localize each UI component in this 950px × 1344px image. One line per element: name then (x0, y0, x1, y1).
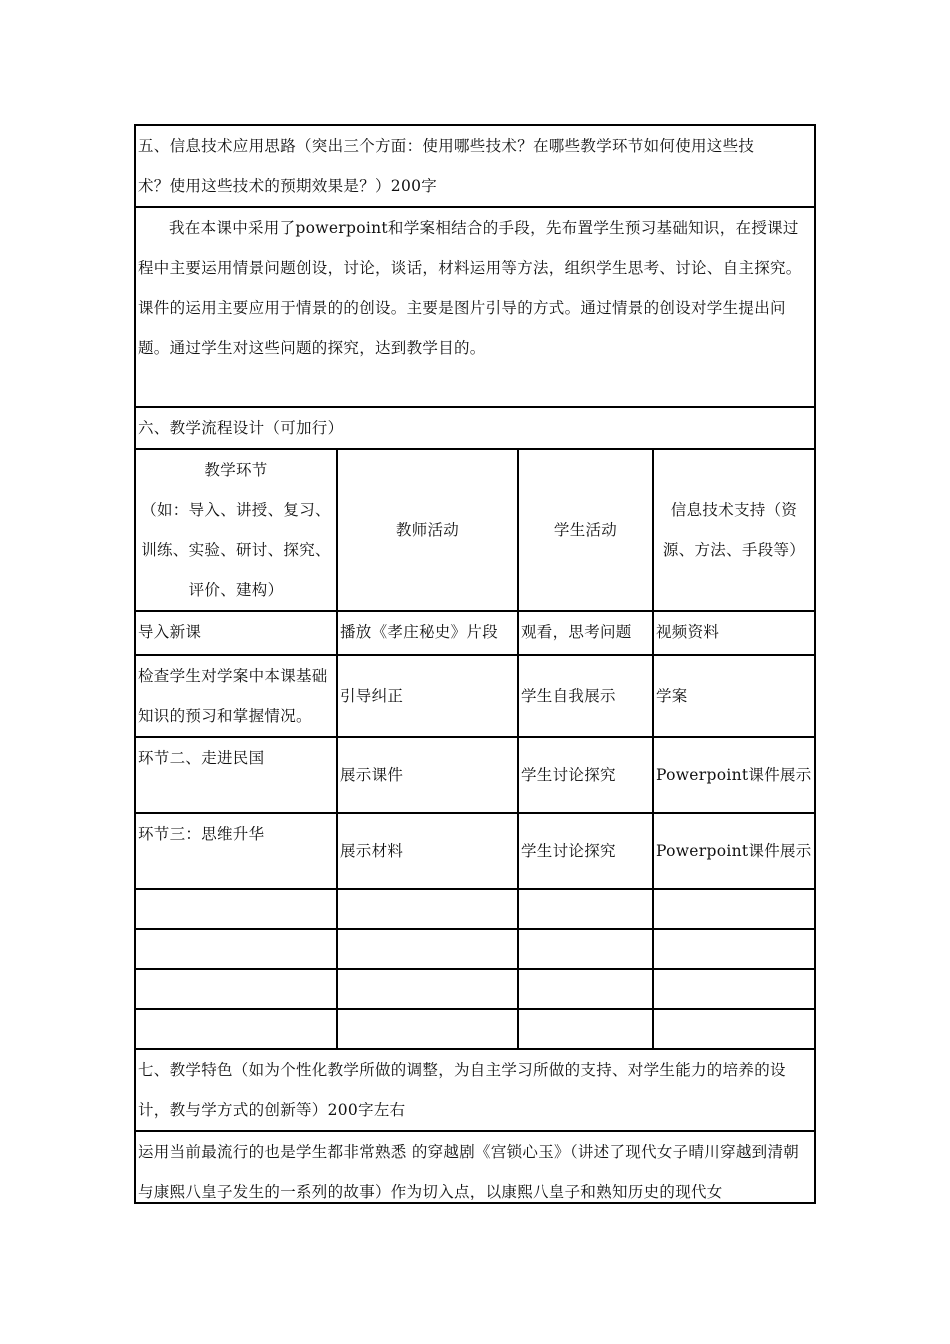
empty-cell (337, 889, 518, 929)
empty-cell (653, 1009, 815, 1049)
table-row-empty (135, 1009, 815, 1049)
section5-paragraph-2: 课件的运用主要应用于情景的的创设。主要是图片引导的方式。通过情景的创设对学生提出问题。通过学生对这些问题的探究，达到教学目的。 (138, 299, 786, 357)
column-header-stage (135, 449, 337, 611)
cell-student: 学生讨论探究 (518, 737, 653, 813)
section7-body (135, 1131, 815, 1203)
cell-tech: 学案 (653, 655, 815, 737)
section6-heading: 六、教学流程设计（可加行） (135, 407, 815, 449)
empty-cell (653, 889, 815, 929)
empty-cell (135, 929, 337, 969)
table-row (135, 813, 815, 889)
table-row (135, 737, 815, 813)
section7-heading: 七、教学特色（如为个性化教学所做的调整，为自主学习所做的支持、对学生能力的培养的设计，教与学方式的创新等）200字左右 (135, 1049, 815, 1131)
empty-cell (135, 889, 337, 929)
empty-cell (653, 969, 815, 1009)
empty-cell (135, 1009, 337, 1049)
section5-heading-line1: 五、信息技术应用思路（突出三个方面：使用哪些技术？在哪些教学环节如何使用这些技 (138, 137, 755, 155)
empty-cell (337, 969, 518, 1009)
cell-stage: 导入新课 (135, 611, 337, 655)
cell-stage: 环节三：思维升华 (135, 813, 337, 889)
table-row (135, 655, 815, 737)
cell-teacher: 展示课件 (337, 737, 518, 813)
cell-stage: 环节二、走进民国 (135, 737, 337, 813)
empty-cell (337, 1009, 518, 1049)
table-row-empty (135, 929, 815, 969)
section7-body-text: 运用当前最流行的也是学生都非常熟悉 的穿越剧《宫锁心玉》（讲述了现代女子晴川穿越到清朝与康熙八皇子发生的一系列的故事）作为切入点，以康熙八皇子和熟知历史的现代女 (138, 1143, 800, 1200)
column-header-teacher: 教师活动 (337, 449, 518, 611)
cell-tech: 视频资料 (653, 611, 815, 655)
section5-paragraph-1: 我在本课中采用了powerpoint和学案相结合的手段，先布置学生预习基础知识，在授课过程中主要运用情景问题创设，讨论，谈话，材料运用等方法，组织学生思考、讨论、自主探究。 (138, 219, 802, 277)
lesson-plan-table (134, 124, 816, 1204)
column-header-stage-examples: （如：导入、讲授、复习、训练、实验、研讨、探究、评价、建构） (141, 501, 331, 599)
cell-tech: Powerpoint课件展示 (653, 813, 815, 889)
cell-teacher: 播放《孝庄秘史》片段 (337, 611, 518, 655)
empty-cell (518, 929, 653, 969)
cell-student: 观看，思考问题 (518, 611, 653, 655)
cell-teacher: 展示材料 (337, 813, 518, 889)
column-header-stage-title: 教学环节 (204, 461, 268, 479)
cell-teacher: 引导纠正 (337, 655, 518, 737)
empty-cell (518, 969, 653, 1009)
cell-student: 学生自我展示 (518, 655, 653, 737)
cell-stage: 检查学生对学案中本课基础知识的预习和掌握情况。 (135, 655, 337, 737)
empty-cell (518, 889, 653, 929)
table-row (135, 611, 815, 655)
cell-student: 学生讨论探究 (518, 813, 653, 889)
empty-cell (518, 1009, 653, 1049)
column-header-tech: 信息技术支持（资源、方法、手段等） (653, 449, 815, 611)
empty-cell (653, 929, 815, 969)
section5-heading-line2: 术？使用这些技术的预期效果是？）200字 (138, 177, 438, 195)
table-row-empty (135, 889, 815, 929)
column-header-student: 学生活动 (518, 449, 653, 611)
table-row-empty (135, 969, 815, 1009)
cell-tech: Powerpoint课件展示 (653, 737, 815, 813)
empty-cell (135, 969, 337, 1009)
section5-heading (135, 125, 815, 207)
empty-cell (337, 929, 518, 969)
section5-body (135, 207, 815, 407)
